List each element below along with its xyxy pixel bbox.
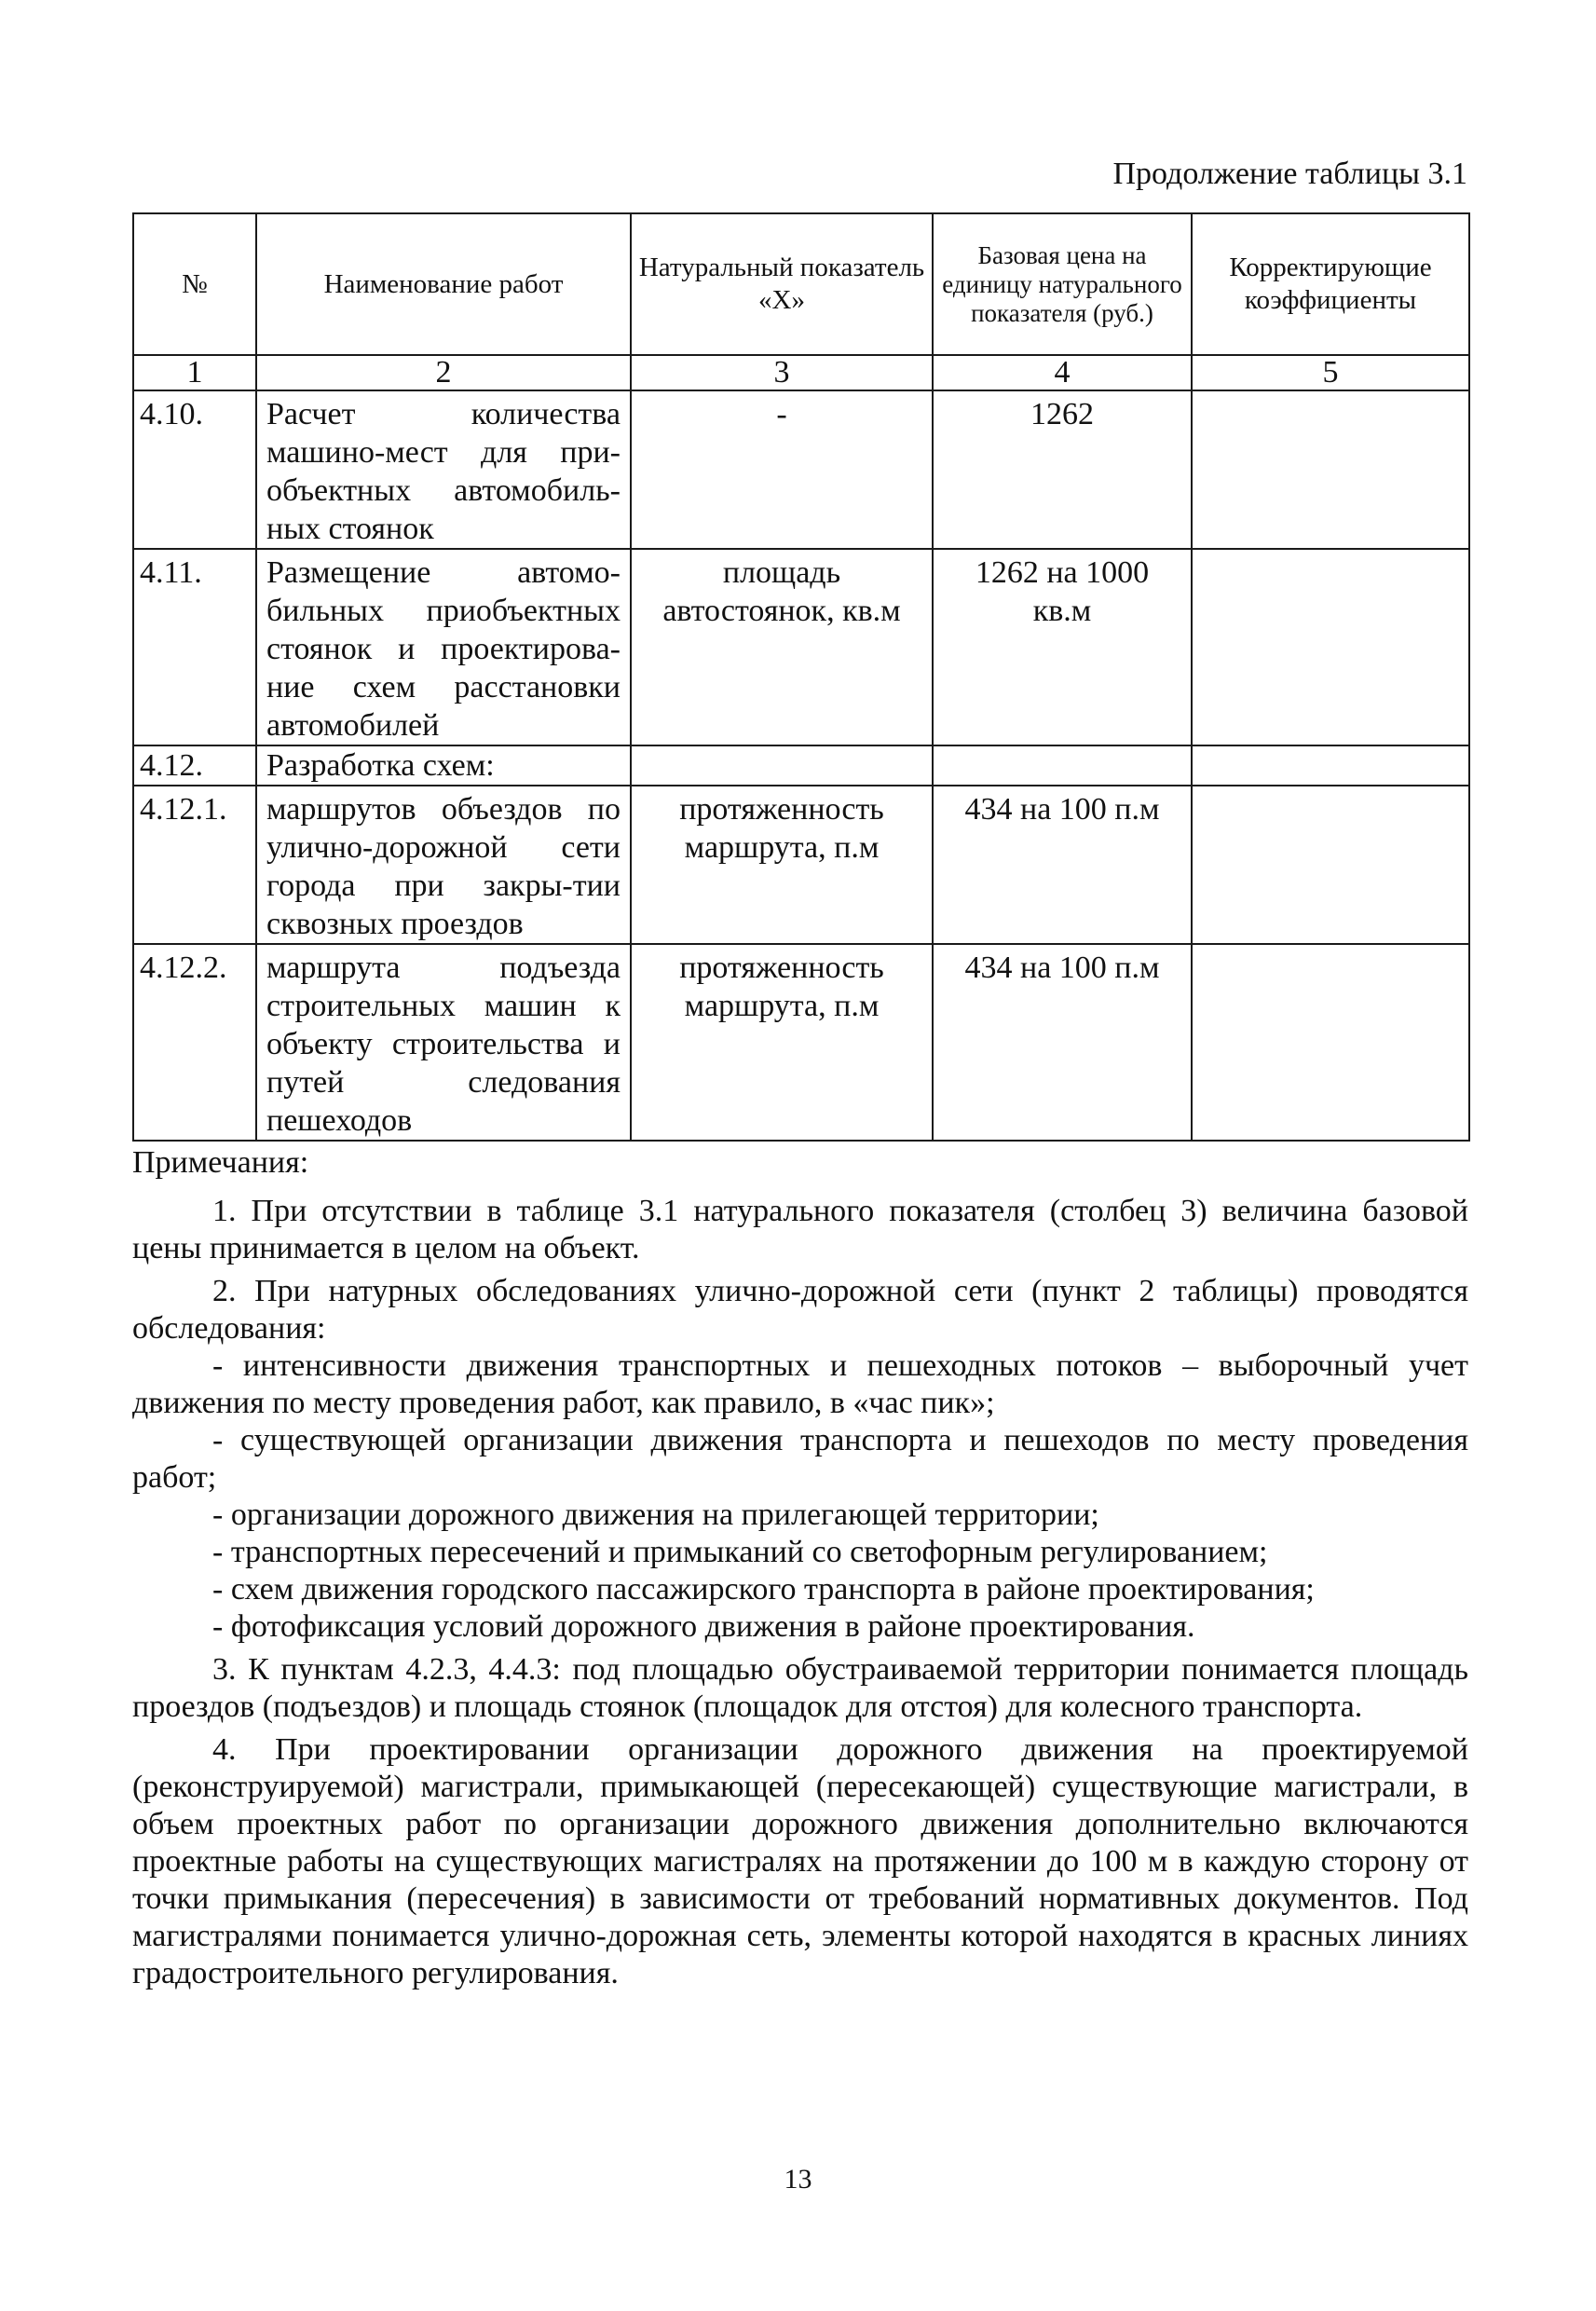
notes-section bbox=[132, 1144, 1468, 1992]
note-4: 4. При проектировании организации дорожного движения на проектируемой (реконструируемой) магистрали, примыкающей (пересекающей) существующие магистрали, в объем проектных работ по организации дорожного движения дополнительно включаются проектные работы на существующих магистралях на протяжении до 100 м в каждую сторону от точки примыкания (пересечения) в зависимости от требований нормативных документов. Под магистралями понимается улично-дорожная сеть, элементы которой находятся в красных линиях градостроительного регулирования. bbox=[132, 1732, 1468, 1990]
row-coefficient bbox=[1192, 549, 1469, 745]
row-coefficient bbox=[1192, 390, 1469, 549]
row-coefficient bbox=[1192, 944, 1469, 1141]
col-number-1: 1 bbox=[133, 355, 256, 390]
note-2-bullet: - схем движения городского пассажирского транспорта в районе проектирования; bbox=[212, 1572, 1315, 1607]
table-row bbox=[133, 745, 1469, 786]
row-work-name: Расчет количества машино-мест для при-объектных автомобиль-ных стоянок bbox=[256, 390, 631, 549]
row-indicator bbox=[631, 745, 933, 786]
row-indicator: площадь автостоянок, кв.м bbox=[631, 549, 933, 745]
header-work-name: Наименование работ bbox=[256, 213, 631, 355]
row-work-name: Разработка схем: bbox=[256, 745, 631, 786]
row-indicator: протяженность маршрута, п.м bbox=[631, 944, 933, 1141]
header-indicator: Натуральный показатель «Х» bbox=[631, 213, 933, 355]
row-price: 434 на 100 п.м bbox=[933, 786, 1192, 944]
note-2-bullet: - интенсивности движения транспортных и пешеходных потоков – выборочный учет движения по месту проведения работ, как правило, в «час пик»; bbox=[132, 1348, 1468, 1420]
table-header-row bbox=[133, 213, 1469, 355]
row-price: 1262 на 1000 кв.м bbox=[933, 549, 1192, 745]
row-price: 1262 bbox=[933, 390, 1192, 549]
row-work-name: маршрутов объездов по улично-дорожной сети города при закры-тии сквозных проездов bbox=[256, 786, 631, 944]
col-number-2: 2 bbox=[256, 355, 631, 390]
col-number-4: 4 bbox=[933, 355, 1192, 390]
note-2-bullet: - организации дорожного движения на прилегающей территории; bbox=[212, 1497, 1099, 1532]
note-2-bullet: - существующей организации движения транспорта и пешеходов по месту проведения работ; bbox=[132, 1423, 1468, 1495]
header-coefficients: Корректирующие коэффициенты bbox=[1192, 213, 1469, 355]
row-coefficient bbox=[1192, 786, 1469, 944]
table-row bbox=[133, 786, 1469, 944]
row-coefficient bbox=[1192, 745, 1469, 786]
notes-title: Примечания: bbox=[132, 1145, 309, 1180]
row-price bbox=[933, 745, 1192, 786]
row-number: 4.11. bbox=[133, 549, 256, 745]
row-price: 434 на 100 п.м bbox=[933, 944, 1192, 1141]
table-row bbox=[133, 390, 1469, 549]
note-3: 3. К пунктам 4.2.3, 4.4.3: под площадью обустраиваемой территории понимается площадь проездов (подъездов) и площадь стоянок (площадок для отстоя) для колесного транспорта. bbox=[132, 1652, 1468, 1724]
row-number: 4.10. bbox=[133, 390, 256, 549]
note-2-bullet: - фотофиксация условий дорожного движения в районе проектирования. bbox=[212, 1609, 1195, 1644]
table-continuation-caption: Продолжение таблицы 3.1 bbox=[1112, 157, 1467, 191]
row-indicator: протяженность маршрута, п.м bbox=[631, 786, 933, 944]
row-number: 4.12.2. bbox=[133, 944, 256, 1141]
col-number-3: 3 bbox=[631, 355, 933, 390]
row-number: 4.12. bbox=[133, 745, 256, 786]
table-row bbox=[133, 549, 1469, 745]
table-row bbox=[133, 944, 1469, 1141]
page-number: 13 bbox=[784, 2164, 812, 2195]
col-number-5: 5 bbox=[1192, 355, 1469, 390]
row-work-name: маршрута подъезда строительных машин к объекту строительства и путей следования пешеходов bbox=[256, 944, 631, 1141]
row-work-name: Размещение автомо-бильных приобъектных стоянок и проектирова-ние схем расстановки автомобилей bbox=[256, 549, 631, 745]
note-2: 2. При натурных обследованиях улично-дорожной сети (пункт 2 таблицы) проводятся обследования: bbox=[132, 1274, 1468, 1346]
header-number: № bbox=[133, 213, 256, 355]
note-1: 1. При отсутствии в таблице 3.1 натурального показателя (столбец 3) величина базовой цены принимается в целом на объект. bbox=[132, 1194, 1468, 1265]
note-2-bullet: - транспортных пересечений и примыканий со светофорным регулированием; bbox=[212, 1535, 1268, 1569]
header-base-price: Базовая цена на единицу натурального показателя (руб.) bbox=[933, 213, 1192, 355]
row-number: 4.12.1. bbox=[133, 786, 256, 944]
row-indicator: - bbox=[631, 390, 933, 549]
price-table bbox=[132, 212, 1470, 1142]
column-numbers-row bbox=[133, 355, 1469, 390]
